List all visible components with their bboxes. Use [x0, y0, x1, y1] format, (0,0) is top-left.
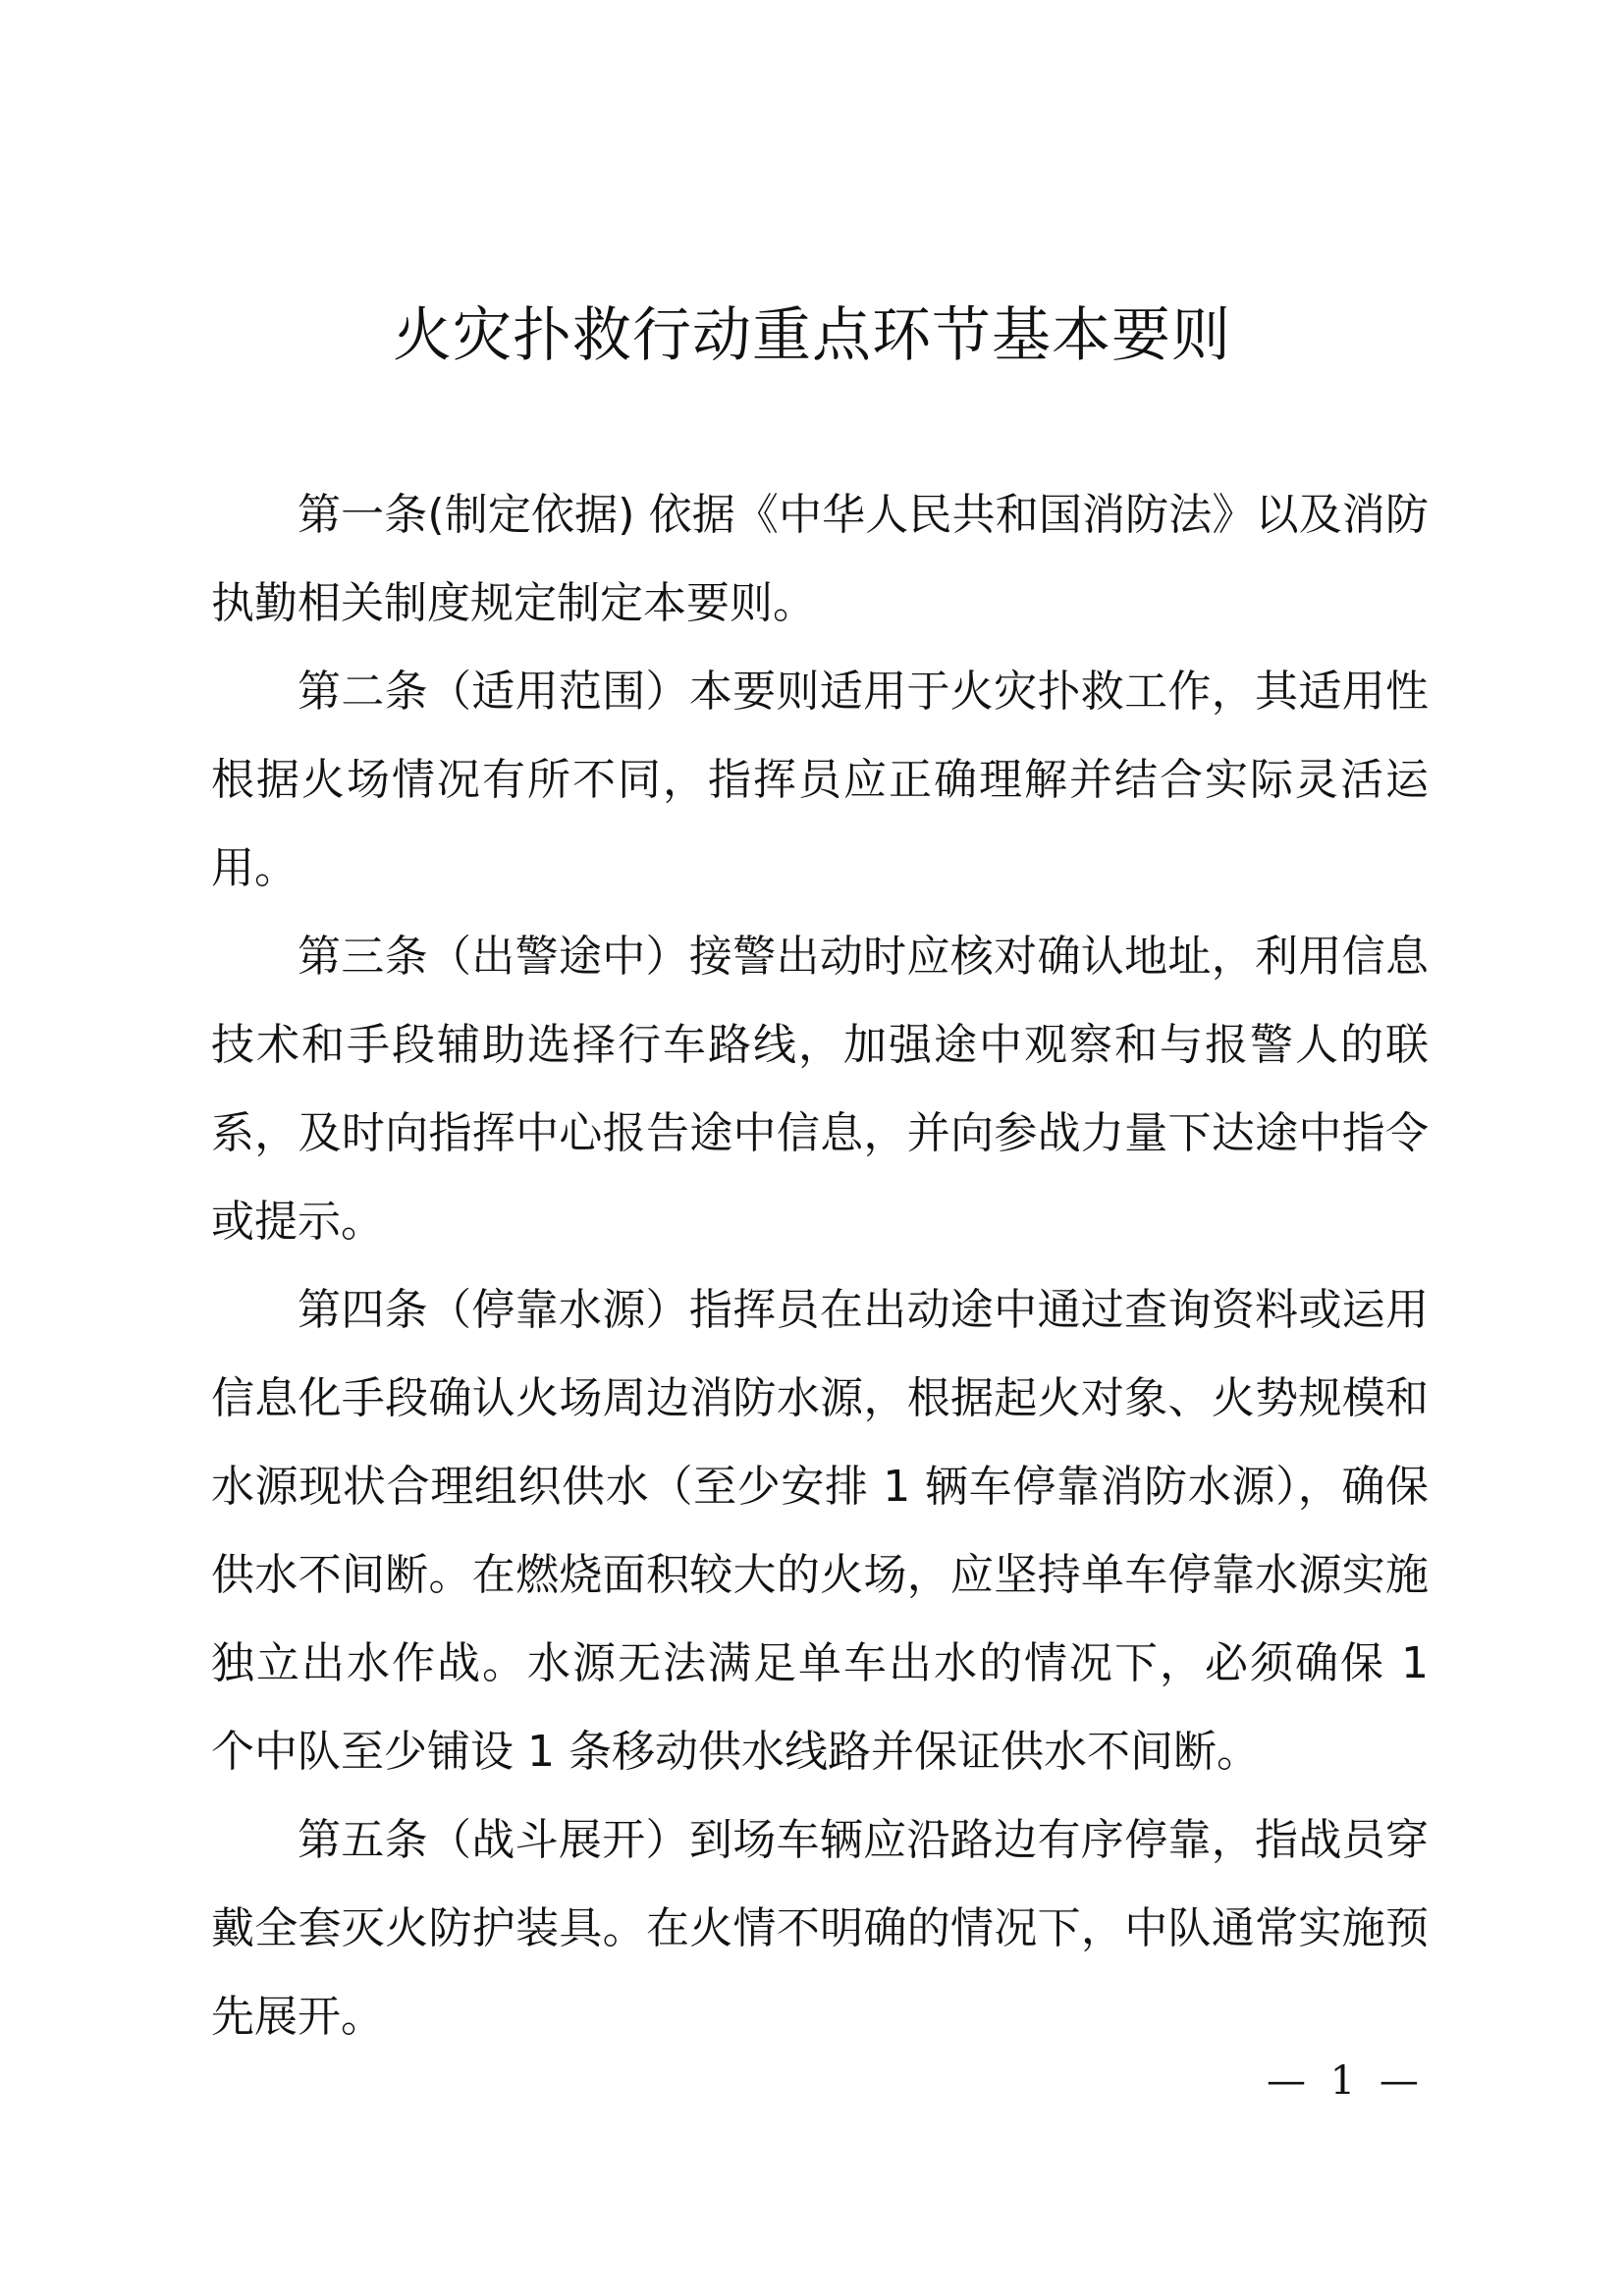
article-3-paragraph: 第三条（出警途中）接警出动时应核对确认地址，利用信息技术和手段辅助选择行车路线，加强途中观察和与报警人的联系，及时向指挥中心报告途中信息，并向参战力量下达途中指令或提示。	[211, 932, 1429, 1247]
article-2-paragraph: 第二条（适用范围）本要则适用于火灾扑救工作，其适用性根据火场情况有所不同，指挥员应正确理解并结合实际灵活运用。	[211, 667, 1429, 893]
page-number: — 1 —	[1267, 2058, 1425, 2104]
document-body	[211, 471, 1429, 2061]
document-title: 火灾扑救行动重点环节基本要则	[393, 301, 1231, 370]
article-5-paragraph: 第五条（战斗展开）到场车辆应沿路边有序停靠，指战员穿戴全套灭火防护装具。在火情不明确的情况下，中队通常实施预先展开。	[211, 1815, 1429, 2042]
article-1-paragraph: 第一条(制定依据) 依据《中华人民共和国消防法》以及消防执勤相关制度规定制定本要则。	[211, 490, 1429, 628]
article-4-paragraph: 第四条（停靠水源）指挥员在出动途中通过查询资料或运用信息化手段确认火场周边消防水源，根据起火对象、火势规模和水源现状合理组织供水（至少安排 1 辆车停靠消防水源），确保供水不间断。在燃烧面积较大的火场，应坚持单车停靠水源实施独立出水作战。水源无法满足单车出水的情况下，必须确保 1 个中队至少铺设 1 条移动供水线路并保证供水不间断。	[211, 1285, 1429, 1777]
